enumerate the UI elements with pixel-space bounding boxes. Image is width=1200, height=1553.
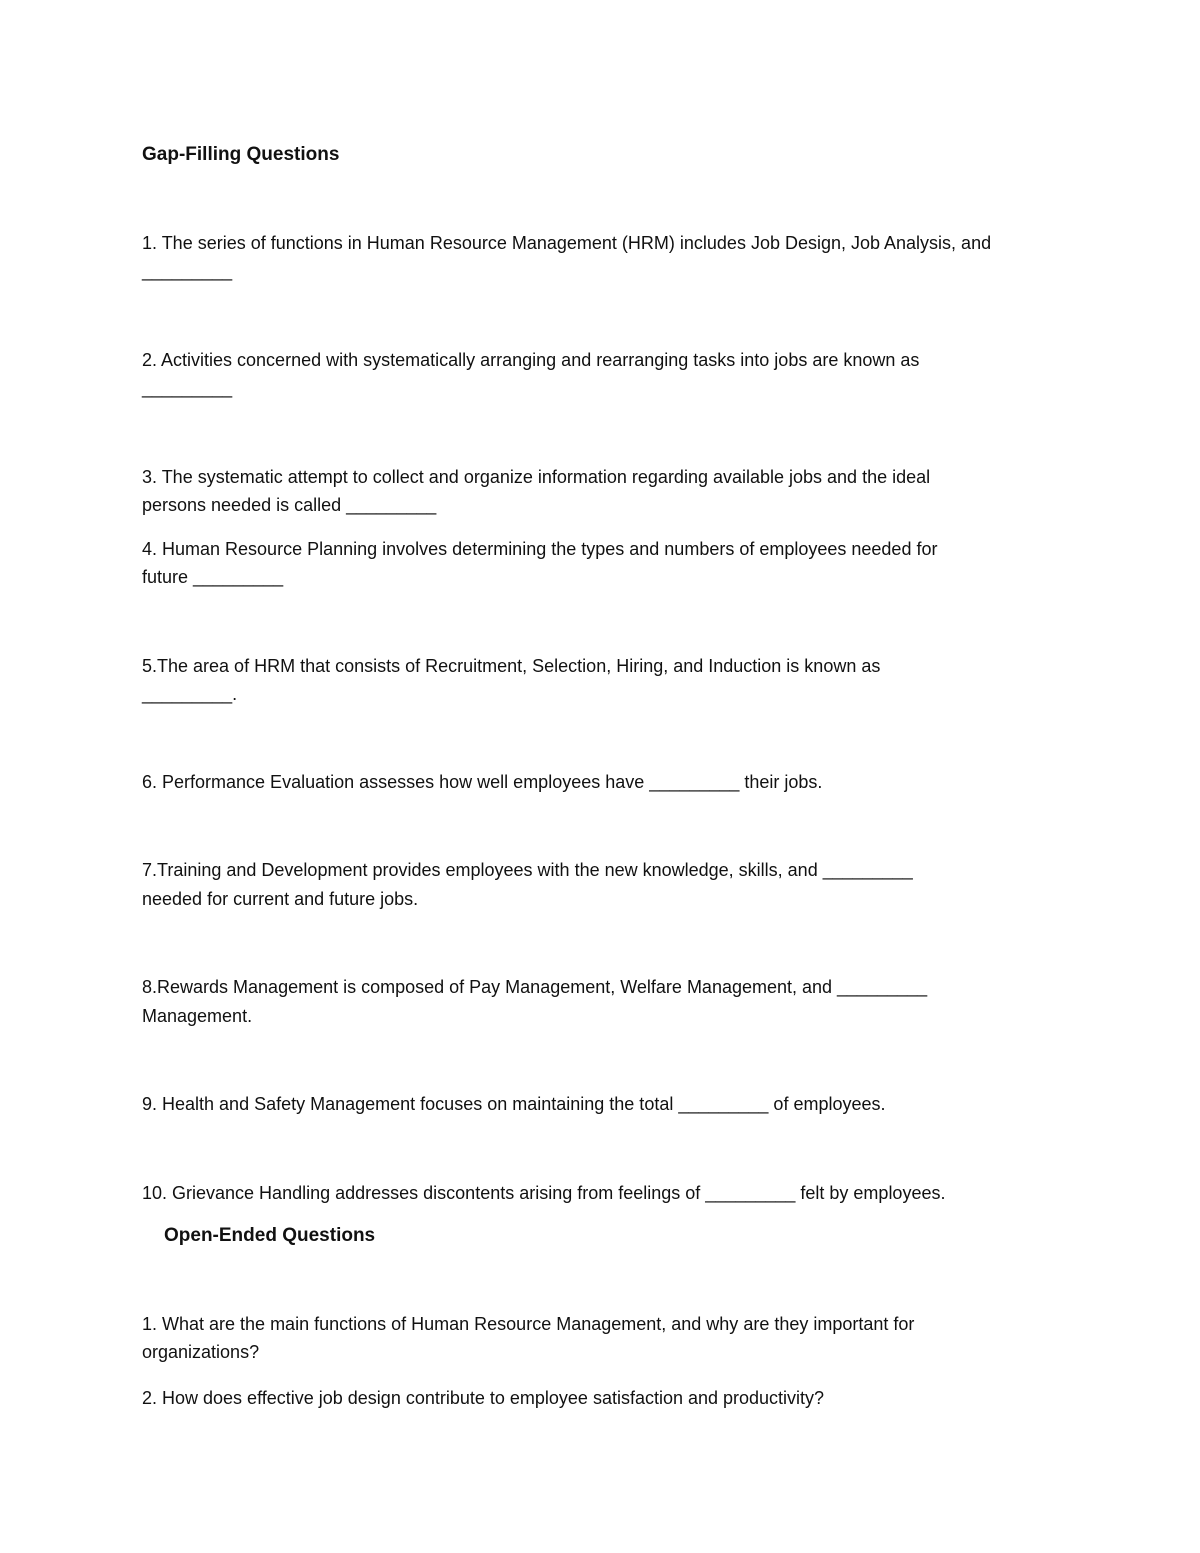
gap-q8-line1: 8.Rewards Management is composed of Pay Management, Welfare Management, and _________	[142, 977, 928, 997]
gap-q1-line1: 1. The series of functions in Human Resource Management (HRM) includes Job Design, Job Analysis, and	[142, 233, 992, 253]
gap-q7-line2: needed for current and future jobs.	[142, 889, 419, 909]
gap-q2-line2: _________	[142, 378, 233, 398]
gap-q8-line2: Management.	[142, 1006, 253, 1026]
gap-q10-line1: 10. Grievance Handling addresses discontents arising from feelings of _________ felt by employees.	[142, 1183, 946, 1203]
gap-q2-line1: 2. Activities concerned with systematically arranging and rearranging tasks into jobs are known as	[142, 350, 920, 370]
open-q2-line1: 2. How does effective job design contribute to employee satisfaction and productivity?	[142, 1388, 825, 1408]
open-ended-heading: Open-Ended Questions	[164, 1225, 376, 1246]
gap-q9-line1: 9. Health and Safety Management focuses on maintaining the total _________ of employees.	[142, 1094, 886, 1114]
gap-filling-heading: Gap-Filling Questions	[142, 144, 340, 165]
gap-q1-line2: _________	[142, 261, 233, 281]
gap-q4-line1: 4. Human Resource Planning involves determining the types and numbers of employees needed for	[142, 539, 938, 559]
gap-q5-line1: 5.The area of HRM that consists of Recruitment, Selection, Hiring, and Induction is known as	[142, 656, 881, 676]
open-q1-line2: organizations?	[142, 1342, 260, 1362]
gap-q5-line2: _________.	[142, 684, 238, 704]
gap-q4-line2: future _________	[142, 567, 284, 587]
gap-q3-line1: 3. The systematic attempt to collect and organize information regarding available jobs and the ideal	[142, 467, 931, 487]
open-q1-line1: 1. What are the main functions of Human Resource Management, and why are they important for	[142, 1314, 915, 1334]
gap-q7-line1: 7.Training and Development provides employees with the new knowledge, skills, and _________	[142, 860, 913, 880]
gap-q6-line1: 6. Performance Evaluation assesses how well employees have _________ their jobs.	[142, 772, 823, 792]
gap-q3-line2: persons needed is called _________	[142, 495, 437, 515]
